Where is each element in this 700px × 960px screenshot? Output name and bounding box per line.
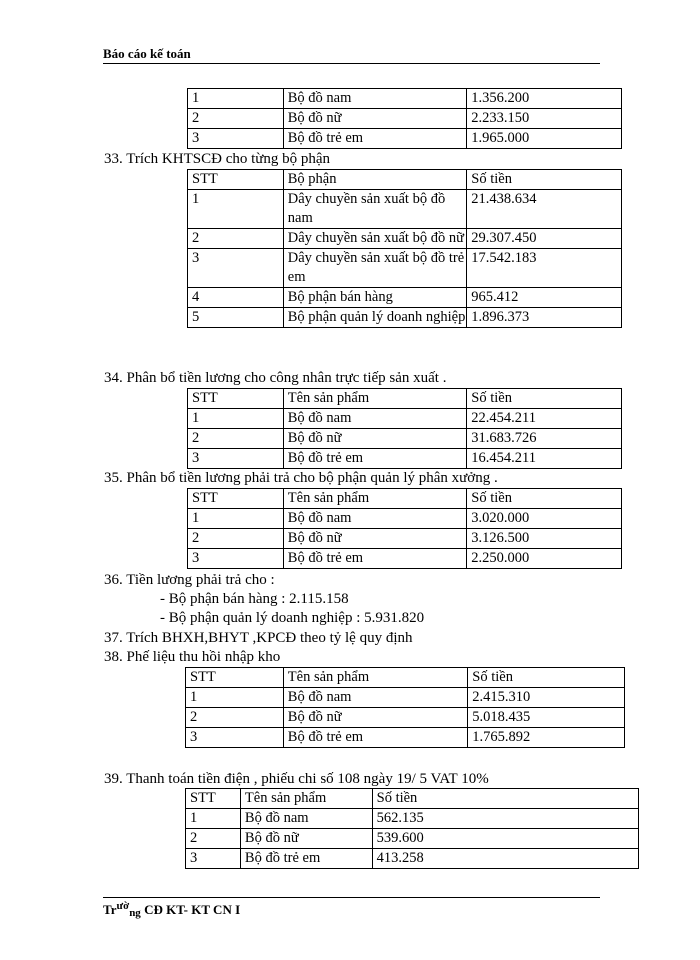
- column-header: Tên sản phẩm: [283, 389, 467, 409]
- table-header-row: [186, 789, 639, 809]
- table-cell: Bộ đồ nữ: [283, 708, 468, 728]
- table-cell: 2: [186, 829, 241, 849]
- table-cell: 5: [188, 308, 284, 328]
- table-cell: 31.683.726: [467, 429, 622, 449]
- table-cell: 1: [186, 809, 241, 829]
- table-header-row: [188, 389, 622, 409]
- section-33-heading: 33. Trích KHTSCĐ cho từng bộ phận: [104, 151, 331, 167]
- table-cell: 1: [188, 190, 284, 229]
- table-cell: Dây chuyền sản xuất bộ đồ nữ: [283, 229, 467, 249]
- table-cell: 3: [188, 549, 284, 569]
- column-header: STT: [188, 170, 284, 190]
- table-cell: 3.126.500: [467, 529, 622, 549]
- table-row: [188, 449, 622, 469]
- column-header: Tên sản phẩm: [283, 489, 467, 509]
- table-35: [187, 488, 622, 569]
- table-row: [186, 688, 625, 708]
- table-cell: 1.896.373: [467, 308, 622, 328]
- table-34: [187, 388, 622, 469]
- table-cell: 562.135: [372, 809, 638, 829]
- table-cell: Bộ đồ nữ: [240, 829, 372, 849]
- page-footer: [103, 902, 240, 918]
- table-cell: 1.356.200: [467, 89, 622, 109]
- table-cell: 539.600: [372, 829, 638, 849]
- table-row: [188, 308, 622, 328]
- column-header: Số tiền: [468, 668, 625, 688]
- section-37-heading: 37. Trích BHXH,BHYT ,KPCĐ theo tỷ lệ quy định: [104, 630, 413, 646]
- section-36-item-sales: - Bộ phận bán hàng : 2.115.158: [160, 591, 349, 607]
- table-cell: 2: [188, 229, 284, 249]
- footer-text-1: Tr: [103, 902, 117, 917]
- table-header-row: [188, 489, 622, 509]
- table-row: [188, 89, 622, 109]
- table-cell: 2.250.000: [467, 549, 622, 569]
- table-cell: 3: [188, 249, 284, 288]
- table-cell: 3: [188, 449, 284, 469]
- table-38: [185, 667, 625, 748]
- table-cell: Bộ đồ nữ: [283, 429, 467, 449]
- table-row: [188, 549, 622, 569]
- footer-text-2: ườ: [116, 900, 130, 912]
- table-cell: 29.307.450: [467, 229, 622, 249]
- table-row: [186, 728, 625, 748]
- page-header: Báo cáo kế toán: [103, 46, 191, 61]
- column-header: STT: [188, 389, 284, 409]
- column-header: Bộ phận: [283, 170, 467, 190]
- table-cell: Bộ đồ nam: [283, 509, 467, 529]
- section-34-heading: 34. Phân bổ tiền lương cho công nhân trực tiếp sản xuất .: [104, 370, 447, 386]
- footer-text-4: CĐ KT- KT CN I: [140, 902, 241, 917]
- table-cell: 2: [188, 529, 284, 549]
- table-cell: 22.454.211: [467, 409, 622, 429]
- table-cell: 16.454.211: [467, 449, 622, 469]
- column-header: Số tiền: [467, 170, 622, 190]
- table-cell: Bộ đồ trẻ em: [283, 449, 467, 469]
- table-row: [186, 708, 625, 728]
- table-cell: 5.018.435: [468, 708, 625, 728]
- section-35-heading: 35. Phân bổ tiền lương phải trả cho bộ phận quản lý phân xưởng .: [104, 470, 498, 486]
- column-header: STT: [186, 789, 241, 809]
- table-cell: Bộ đồ nam: [283, 409, 467, 429]
- table-row: [188, 509, 622, 529]
- table-cell: 1: [188, 89, 284, 109]
- table-cell: 2: [186, 708, 284, 728]
- footer-text-3: ng: [129, 907, 141, 919]
- table-cell: 2: [188, 429, 284, 449]
- table-cell: Bộ đồ nam: [283, 688, 468, 708]
- section-39-heading: 39. Thanh toán tiền điện , phiếu chi số 108 ngày 19/ 5 VAT 10%: [104, 771, 489, 787]
- table-cell: Bộ phận quản lý doanh nghiệp: [283, 308, 467, 328]
- table-header-row: [188, 170, 622, 190]
- column-header: Số tiền: [467, 489, 622, 509]
- table-header-row: [186, 668, 625, 688]
- table-cell: 965.412: [467, 288, 622, 308]
- table-cell: Dây chuyền sản xuất bộ đồ nam: [283, 190, 467, 229]
- table-cell: Bộ đồ trẻ em: [283, 728, 468, 748]
- table-cell: 1: [186, 688, 284, 708]
- section-36-item-management: - Bộ phận quản lý doanh nghiệp : 5.931.820: [160, 610, 425, 626]
- table-row: [188, 409, 622, 429]
- table-cell: 1: [188, 409, 284, 429]
- column-header: Tên sản phẩm: [283, 668, 468, 688]
- section-38-heading: 38. Phế liệu thu hồi nhập kho: [104, 649, 281, 665]
- table-row: [188, 229, 622, 249]
- table-row: [188, 249, 622, 288]
- table-cell: 4: [188, 288, 284, 308]
- table-cell: Bộ đồ nữ: [283, 109, 467, 129]
- table-cell: 2.415.310: [468, 688, 625, 708]
- section-36-heading: 36. Tiền lương phải trả cho :: [104, 572, 275, 588]
- table-row: [188, 529, 622, 549]
- column-header: Tên sản phẩm: [240, 789, 372, 809]
- table-row: [186, 809, 639, 829]
- table-cell: Bộ đồ nữ: [283, 529, 467, 549]
- table-cell: Bộ phận bán hàng: [283, 288, 467, 308]
- table-row: [188, 429, 622, 449]
- table-row: [186, 849, 639, 869]
- table-row: [188, 190, 622, 229]
- table-cell: 3: [188, 129, 284, 149]
- table-cell: 21.438.634: [467, 190, 622, 229]
- table-continued: [187, 88, 622, 149]
- table-cell: Bộ đồ nam: [283, 89, 467, 109]
- table-cell: 3.020.000: [467, 509, 622, 529]
- footer-rule: [103, 897, 600, 898]
- table-39: [185, 788, 639, 869]
- table-cell: Bộ đồ trẻ em: [283, 129, 467, 149]
- column-header: Số tiền: [372, 789, 638, 809]
- column-header: STT: [188, 489, 284, 509]
- table-cell: 3: [186, 849, 241, 869]
- table-cell: 2: [188, 109, 284, 129]
- table-cell: 2.233.150: [467, 109, 622, 129]
- column-header: Số tiền: [467, 389, 622, 409]
- table-cell: 1.965.000: [467, 129, 622, 149]
- table-row: [188, 288, 622, 308]
- table-cell: 17.542.183: [467, 249, 622, 288]
- table-cell: 1: [188, 509, 284, 529]
- column-header: STT: [186, 668, 284, 688]
- table-cell: Dây chuyền sản xuất bộ đồ trẻ em: [283, 249, 467, 288]
- table-33: [187, 169, 622, 328]
- header-rule: [103, 63, 600, 64]
- table-row: [188, 109, 622, 129]
- table-row: [186, 829, 639, 849]
- table-cell: Bộ đồ trẻ em: [283, 549, 467, 569]
- table-cell: Bộ đồ nam: [240, 809, 372, 829]
- table-cell: 413.258: [372, 849, 638, 869]
- table-cell: Bộ đồ trẻ em: [240, 849, 372, 869]
- table-cell: 1.765.892: [468, 728, 625, 748]
- table-cell: 3: [186, 728, 284, 748]
- table-row: [188, 129, 622, 149]
